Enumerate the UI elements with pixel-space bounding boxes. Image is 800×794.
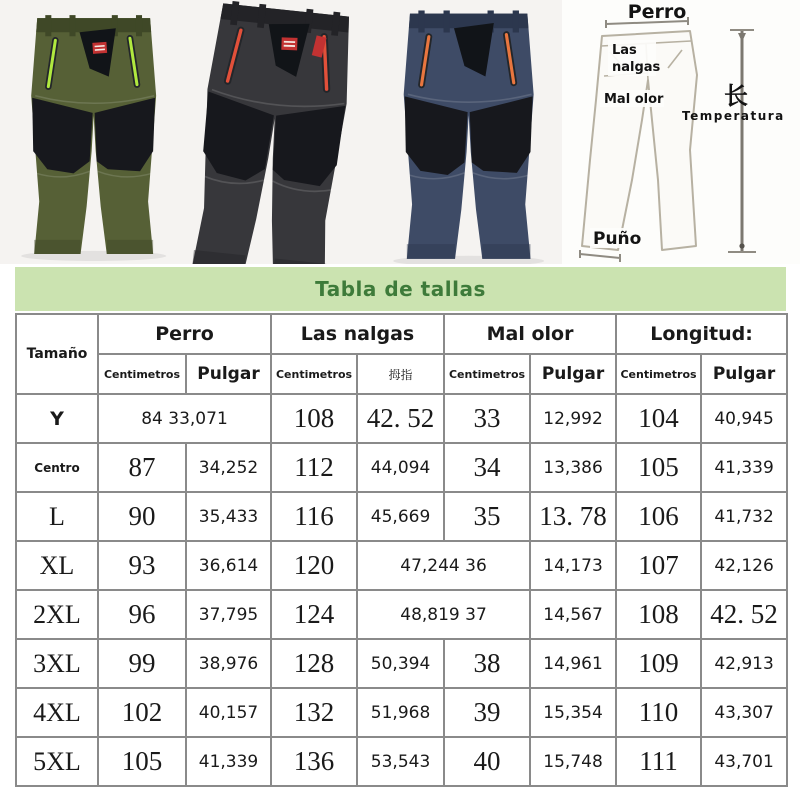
size-value: 45,669 [357, 492, 444, 541]
sub-header-row [16, 354, 787, 394]
size-value: 41,732 [701, 492, 787, 541]
size-value: 84 33,071 [98, 394, 271, 443]
size-value: 36,614 [186, 541, 271, 590]
size-value: 42. 52 [701, 590, 787, 639]
size-value: 128 [271, 639, 357, 688]
size-value: 51,968 [357, 688, 444, 737]
subheader-cm: Centimetros [616, 354, 701, 394]
size-value: 111 [616, 737, 701, 786]
size-value: 50,394 [357, 639, 444, 688]
table-row [16, 492, 787, 541]
size-value: 42,913 [701, 639, 787, 688]
black-pants-image [187, 0, 374, 264]
size-label: 3XL [16, 639, 98, 688]
size-value: 38 [444, 639, 530, 688]
size-value: 108 [271, 394, 357, 443]
size-value: 104 [616, 394, 701, 443]
size-value: 41,339 [186, 737, 271, 786]
size-value: 41,339 [701, 443, 787, 492]
subheader-cm: Centimetros [444, 354, 530, 394]
group-header-thigh: Mal olor [444, 314, 616, 354]
group-header-length: Longitud: [616, 314, 787, 354]
table-row [16, 443, 787, 492]
group-header-waist: Perro [98, 314, 271, 354]
diagram-waist-label: Perro [627, 1, 687, 23]
size-value: 48,819 37 [357, 590, 530, 639]
size-value: 105 [616, 443, 701, 492]
size-value: 34,252 [186, 443, 271, 492]
size-value: 43,701 [701, 737, 787, 786]
size-value: 132 [271, 688, 357, 737]
size-label: 2XL [16, 590, 98, 639]
photo-navy-pants [375, 0, 562, 264]
subheader-inch: Pulgar [701, 354, 787, 394]
size-label: Y [16, 394, 98, 443]
size-value: 39 [444, 688, 530, 737]
size-value: 42,126 [701, 541, 787, 590]
size-value: 14,173 [530, 541, 616, 590]
size-table-title: Tabla de tallas [15, 267, 786, 311]
diagram-hip-label-line1: Las [612, 43, 637, 58]
size-value: 38,976 [186, 639, 271, 688]
size-value: 44,094 [357, 443, 444, 492]
size-value: 112 [271, 443, 357, 492]
size-label: L [16, 492, 98, 541]
size-value: 136 [271, 737, 357, 786]
table-row [16, 590, 787, 639]
table-row [16, 541, 787, 590]
size-value: 124 [271, 590, 357, 639]
group-header-row [16, 314, 787, 354]
size-value: 15,354 [530, 688, 616, 737]
size-label: XL [16, 541, 98, 590]
size-table [15, 313, 788, 787]
navy-pants-image [375, 0, 562, 264]
size-value: 105 [98, 737, 186, 786]
diagram-cuff-label: Puño [593, 229, 642, 249]
table-row [16, 737, 787, 786]
size-value: 106 [616, 492, 701, 541]
size-label: 4XL [16, 688, 98, 737]
group-header-hip: Las nalgas [271, 314, 444, 354]
table-row [16, 639, 787, 688]
size-value: 35 [444, 492, 530, 541]
size-label: 5XL [16, 737, 98, 786]
measurement-diagram [562, 0, 800, 264]
size-value: 99 [98, 639, 186, 688]
photo-black-pants [187, 0, 374, 264]
size-value: 102 [98, 688, 186, 737]
size-value: 87 [98, 443, 186, 492]
diagram-length-label: Temperatura [682, 109, 785, 123]
size-value: 12,992 [530, 394, 616, 443]
size-value: 33 [444, 394, 530, 443]
size-value: 53,543 [357, 737, 444, 786]
size-value: 108 [616, 590, 701, 639]
size-value: 96 [98, 590, 186, 639]
size-column-header: Tamaño [16, 314, 98, 394]
size-label: Centro [16, 443, 98, 492]
size-value: 47,244 36 [357, 541, 530, 590]
diagram-hip-label-line2: nalgas [612, 60, 661, 75]
size-value: 43,307 [701, 688, 787, 737]
size-value: 34 [444, 443, 530, 492]
size-value: 93 [98, 541, 186, 590]
size-value: 13,386 [530, 443, 616, 492]
size-value: 110 [616, 688, 701, 737]
pants-outline-drawing [562, 0, 800, 264]
size-value: 14,961 [530, 639, 616, 688]
subheader-inch: Pulgar [186, 354, 271, 394]
size-value: 40,157 [186, 688, 271, 737]
size-value: 107 [616, 541, 701, 590]
size-value: 42. 52 [357, 394, 444, 443]
size-value: 13. 78 [530, 492, 616, 541]
table-row [16, 688, 787, 737]
diagram-length-glyph: 长 [724, 82, 748, 110]
photo-green-pants [0, 0, 187, 264]
size-table-body [16, 314, 787, 786]
size-value: 40,945 [701, 394, 787, 443]
size-value: 14,567 [530, 590, 616, 639]
size-value: 35,433 [186, 492, 271, 541]
size-table-section [15, 267, 786, 787]
size-value: 15,748 [530, 737, 616, 786]
size-value: 37,795 [186, 590, 271, 639]
product-photos [0, 0, 562, 264]
size-value: 120 [271, 541, 357, 590]
subheader-inch-cjk: 拇指 [357, 354, 444, 394]
subheader-cm: Centimetros [271, 354, 357, 394]
size-value: 40 [444, 737, 530, 786]
green-pants-image [0, 0, 187, 262]
table-row [16, 394, 787, 443]
size-value: 116 [271, 492, 357, 541]
size-value: 90 [98, 492, 186, 541]
subheader-inch: Pulgar [530, 354, 616, 394]
diagram-thigh-label: Mal olor [604, 92, 664, 107]
subheader-cm: Centimetros [98, 354, 186, 394]
size-value: 109 [616, 639, 701, 688]
